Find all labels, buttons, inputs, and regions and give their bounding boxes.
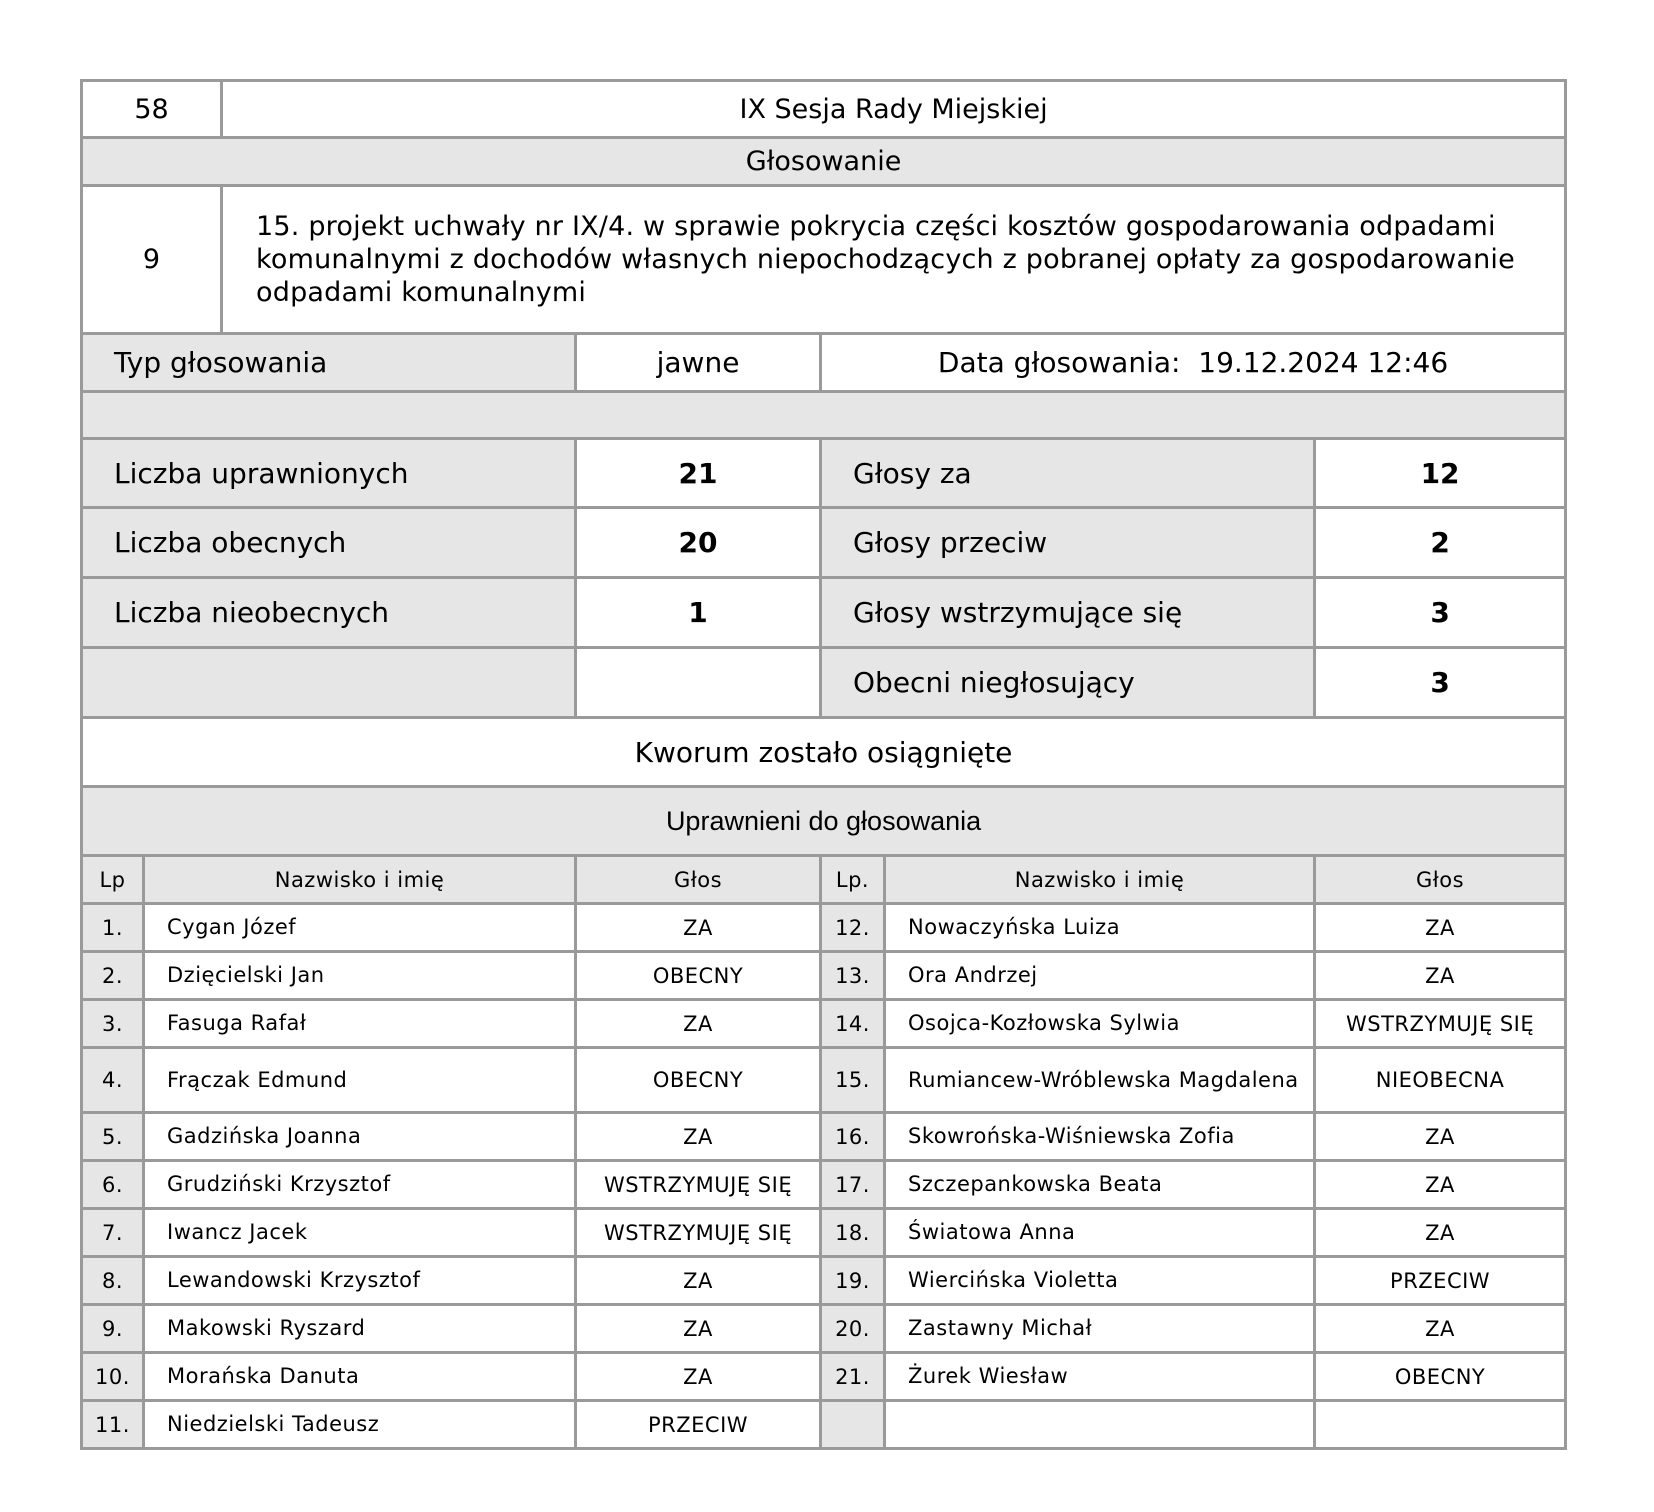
voter-vote: ZA: [1315, 904, 1566, 952]
voter-name: Światowa Anna: [885, 1209, 1315, 1257]
voter-vote: ZA: [576, 1113, 821, 1161]
voter-name: Grudziński Krzysztof: [144, 1161, 576, 1209]
vote-date-value: 19.12.2024 12:46: [1198, 346, 1449, 379]
voter-lp: 13.: [821, 952, 885, 1000]
entitled-label: Liczba uprawnionych: [82, 439, 576, 508]
voter-name: Szczepankowska Beata: [885, 1161, 1315, 1209]
voter-lp: 12.: [821, 904, 885, 952]
voter-lp: 8.: [82, 1257, 144, 1305]
voter-name: [885, 1401, 1315, 1449]
session-title: IX Sesja Rady Miejskiej: [222, 81, 1566, 138]
voter-lp: 7.: [82, 1209, 144, 1257]
voter-vote: ZA: [576, 1305, 821, 1353]
voter-vote: WSTRZYMUJĘ SIĘ: [576, 1209, 821, 1257]
voter-name: Zastawny Michał: [885, 1305, 1315, 1353]
col-lp-right: Lp.: [821, 856, 885, 904]
voter-vote: ZA: [576, 1257, 821, 1305]
voter-name: Skowrońska-Wiśniewska Zofia: [885, 1113, 1315, 1161]
present-nonvoting-label: Obecni niegłosujący: [821, 648, 1315, 718]
vote-type-label: Typ głosowania: [82, 334, 576, 392]
voter-name: Żurek Wiesław: [885, 1353, 1315, 1401]
voter-name: Lewandowski Krzysztof: [144, 1257, 576, 1305]
voter-vote: OBECNY: [1315, 1353, 1566, 1401]
voter-vote: [1315, 1401, 1566, 1449]
voter-vote: ZA: [576, 1353, 821, 1401]
voter-vote: OBECNY: [576, 952, 821, 1000]
voter-lp: 15.: [821, 1048, 885, 1113]
quorum-status: Kworum zostało osiągnięte: [82, 718, 1566, 787]
voter-lp: 4.: [82, 1048, 144, 1113]
voter-name: Cygan Józef: [144, 904, 576, 952]
voter-vote: PRZECIW: [1315, 1257, 1566, 1305]
present-value: 20: [576, 508, 821, 578]
voter-lp: 3.: [82, 1000, 144, 1048]
voter-row: [82, 1161, 1566, 1209]
empty-label-cell: [82, 648, 576, 718]
voter-lp: 18.: [821, 1209, 885, 1257]
voter-lp: 10.: [82, 1353, 144, 1401]
voter-name: Niedzielski Tadeusz: [144, 1401, 576, 1449]
col-vote-left: Głos: [576, 856, 821, 904]
votes-against-value: 2: [1315, 508, 1566, 578]
voter-lp: 6.: [82, 1161, 144, 1209]
vote-type-value: jawne: [576, 334, 821, 392]
session-number: 58: [82, 81, 222, 138]
voter-name: Makowski Ryszard: [144, 1305, 576, 1353]
present-label: Liczba obecnych: [82, 508, 576, 578]
voter-vote: ZA: [1315, 1113, 1566, 1161]
voter-lp: 21.: [821, 1353, 885, 1401]
voter-lp: 16.: [821, 1113, 885, 1161]
voter-vote: ZA: [1315, 952, 1566, 1000]
voter-row: [82, 1048, 1566, 1113]
voter-name: Morańska Danuta: [144, 1353, 576, 1401]
entitled-value: 21: [576, 439, 821, 508]
voter-lp: [821, 1401, 885, 1449]
voter-row: [82, 1113, 1566, 1161]
voter-name: Ora Andrzej: [885, 952, 1315, 1000]
voter-lp: 20.: [821, 1305, 885, 1353]
topic-number: 9: [82, 186, 222, 334]
col-name-left: Nazwisko i imię: [144, 856, 576, 904]
voter-lp: 11.: [82, 1401, 144, 1449]
voter-row: [82, 1257, 1566, 1305]
voter-vote: ZA: [1315, 1209, 1566, 1257]
empty-value-cell: [576, 648, 821, 718]
voter-vote: ZA: [1315, 1305, 1566, 1353]
voter-row: [82, 1353, 1566, 1401]
voter-lp: 14.: [821, 1000, 885, 1048]
spacer-row: [82, 392, 1566, 439]
voter-vote: NIEOBECNA: [1315, 1048, 1566, 1113]
voter-row: [82, 1401, 1566, 1449]
votes-against-label: Głosy przeciw: [821, 508, 1315, 578]
voter-name: Frączak Edmund: [144, 1048, 576, 1113]
voter-lp: 5.: [82, 1113, 144, 1161]
voter-vote: WSTRZYMUJĘ SIĘ: [1315, 1000, 1566, 1048]
voter-name: Osojca-Kozłowska Sylwia: [885, 1000, 1315, 1048]
voter-vote: PRZECIW: [576, 1401, 821, 1449]
votes-abstain-label: Głosy wstrzymujące się: [821, 578, 1315, 648]
voter-vote: ZA: [1315, 1161, 1566, 1209]
voter-lp: 19.: [821, 1257, 885, 1305]
voter-lp: 2.: [82, 952, 144, 1000]
voter-name: Wiercińska Violetta: [885, 1257, 1315, 1305]
voter-row: [82, 1305, 1566, 1353]
voter-name: Iwancz Jacek: [144, 1209, 576, 1257]
col-lp-left: Lp: [82, 856, 144, 904]
votes-abstain-value: 3: [1315, 578, 1566, 648]
voter-name: Dzięcielski Jan: [144, 952, 576, 1000]
votes-for-value: 12: [1315, 439, 1566, 508]
voting-table: [80, 79, 1567, 1450]
voter-lp: 17.: [821, 1161, 885, 1209]
absent-label: Liczba nieobecnych: [82, 578, 576, 648]
topic-text: 15. projekt uchwały nr IX/4. w sprawie pokrycia części kosztów gospodarowania odpadami komunalnymi z dochodów własnych niepochodzących z pobranej opłaty za gospodarowanie odpadami komunalnymi: [222, 186, 1566, 334]
voter-lp: 1.: [82, 904, 144, 952]
voter-row: [82, 1209, 1566, 1257]
col-vote-right: Głos: [1315, 856, 1566, 904]
voter-vote: WSTRZYMUJĘ SIĘ: [576, 1161, 821, 1209]
voter-name: Rumiancew-Wróblewska Magdalena: [885, 1048, 1315, 1113]
voter-name: Gadzińska Joanna: [144, 1113, 576, 1161]
absent-value: 1: [576, 578, 821, 648]
votes-for-label: Głosy za: [821, 439, 1315, 508]
vote-date: [821, 334, 1566, 392]
voter-name: Fasuga Rafał: [144, 1000, 576, 1048]
present-nonvoting-value: 3: [1315, 648, 1566, 718]
voter-row: [82, 904, 1566, 952]
voter-vote: ZA: [576, 1000, 821, 1048]
voter-name: Nowaczyńska Luiza: [885, 904, 1315, 952]
voter-lp: 9.: [82, 1305, 144, 1353]
vote-date-label: Data głosowania:: [937, 346, 1181, 379]
voter-row: [82, 1000, 1566, 1048]
voter-row: [82, 952, 1566, 1000]
section-title: Głosowanie: [82, 138, 1566, 186]
voting-protocol: [80, 79, 1564, 1450]
voters-title: Uprawnieni do głosowania: [82, 787, 1566, 856]
voter-vote: ZA: [576, 904, 821, 952]
col-name-right: Nazwisko i imię: [885, 856, 1315, 904]
voter-vote: OBECNY: [576, 1048, 821, 1113]
